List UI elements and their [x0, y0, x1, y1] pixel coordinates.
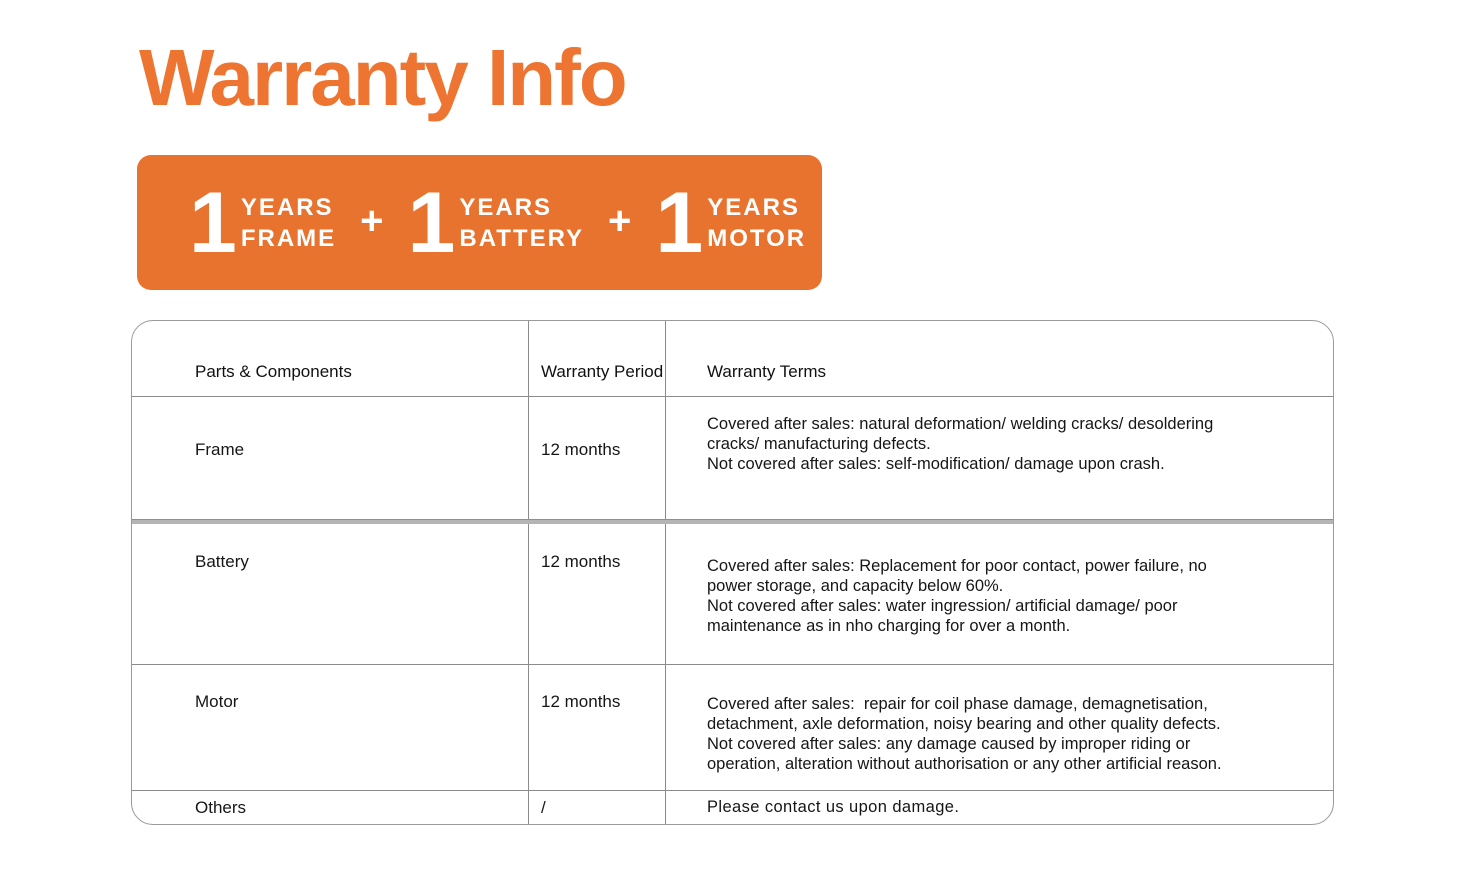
terms-line: operation, alteration without authorisation or any other artificial reason.	[707, 755, 1222, 773]
motor-row-label: Motor	[195, 692, 239, 711]
terms-line: detachment, axle deformation, noisy bearing and other quality defects.	[707, 715, 1221, 733]
table-row-frame	[132, 397, 1333, 519]
motor-row-terms	[666, 665, 1333, 790]
battery-row-terms	[666, 524, 1333, 664]
motor-years-number: 1	[655, 174, 700, 271]
terms-line: Not covered after sales: water ingression/ artificial damage/ poor	[707, 597, 1178, 615]
banner-item-battery	[407, 174, 585, 271]
terms-line: Not covered after sales: self-modification/ damage upon crash.	[707, 455, 1165, 473]
frame-row-period: 12 months	[541, 440, 621, 459]
battery-years-unit: YEARS	[459, 193, 553, 221]
banner-item-frame	[189, 174, 337, 271]
header-parts-components: Parts & Components	[132, 321, 529, 396]
others-row-period: /	[541, 797, 546, 817]
terms-line: cracks/ manufacturing defects.	[707, 435, 931, 453]
battery-row-label: Battery	[195, 552, 249, 571]
battery-row-period: 12 months	[541, 552, 621, 571]
frame-row-terms	[666, 397, 1333, 519]
frame-row-label: Frame	[195, 440, 245, 459]
motor-row-period: 12 months	[541, 692, 621, 711]
page-title: Warranty Info	[139, 33, 626, 122]
frame-part-label: FRAME	[240, 224, 337, 252]
warranty-table	[131, 320, 1334, 825]
others-row-label: Others	[195, 797, 247, 817]
plus-separator: +	[608, 198, 632, 243]
others-row-terms: Please contact us upon damage.	[707, 798, 960, 816]
frame-years-unit: YEARS	[240, 193, 334, 221]
terms-line: Covered after sales: natural deformation/ welding cracks/ desoldering	[707, 415, 1214, 433]
terms-line: Covered after sales: Replacement for poor contact, power failure, no	[707, 557, 1207, 575]
plus-separator: +	[360, 198, 384, 243]
header-warranty-terms: Warranty Terms	[707, 362, 827, 381]
table-row-others	[132, 790, 1333, 824]
header-warranty-period: Warranty Period	[529, 321, 666, 396]
table-row-motor	[132, 664, 1333, 790]
warranty-banner	[137, 155, 822, 290]
frame-years-number: 1	[189, 174, 233, 271]
terms-line: power storage, and capacity below 60%.	[707, 577, 1004, 595]
battery-years-number: 1	[407, 174, 452, 271]
motor-part-label: MOTOR	[707, 224, 807, 252]
battery-part-label: BATTERY	[459, 224, 585, 252]
table-row-battery	[132, 524, 1333, 664]
terms-line: Covered after sales: repair for coil phase damage, demagnetisation,	[707, 695, 1208, 713]
terms-line: Not covered after sales: any damage caused by improper riding or	[707, 735, 1191, 753]
motor-years-unit: YEARS	[707, 193, 800, 221]
table-header-row	[132, 321, 1333, 397]
terms-line: maintenance as in nho charging for over a month.	[707, 617, 1071, 635]
banner-item-motor	[655, 174, 807, 271]
